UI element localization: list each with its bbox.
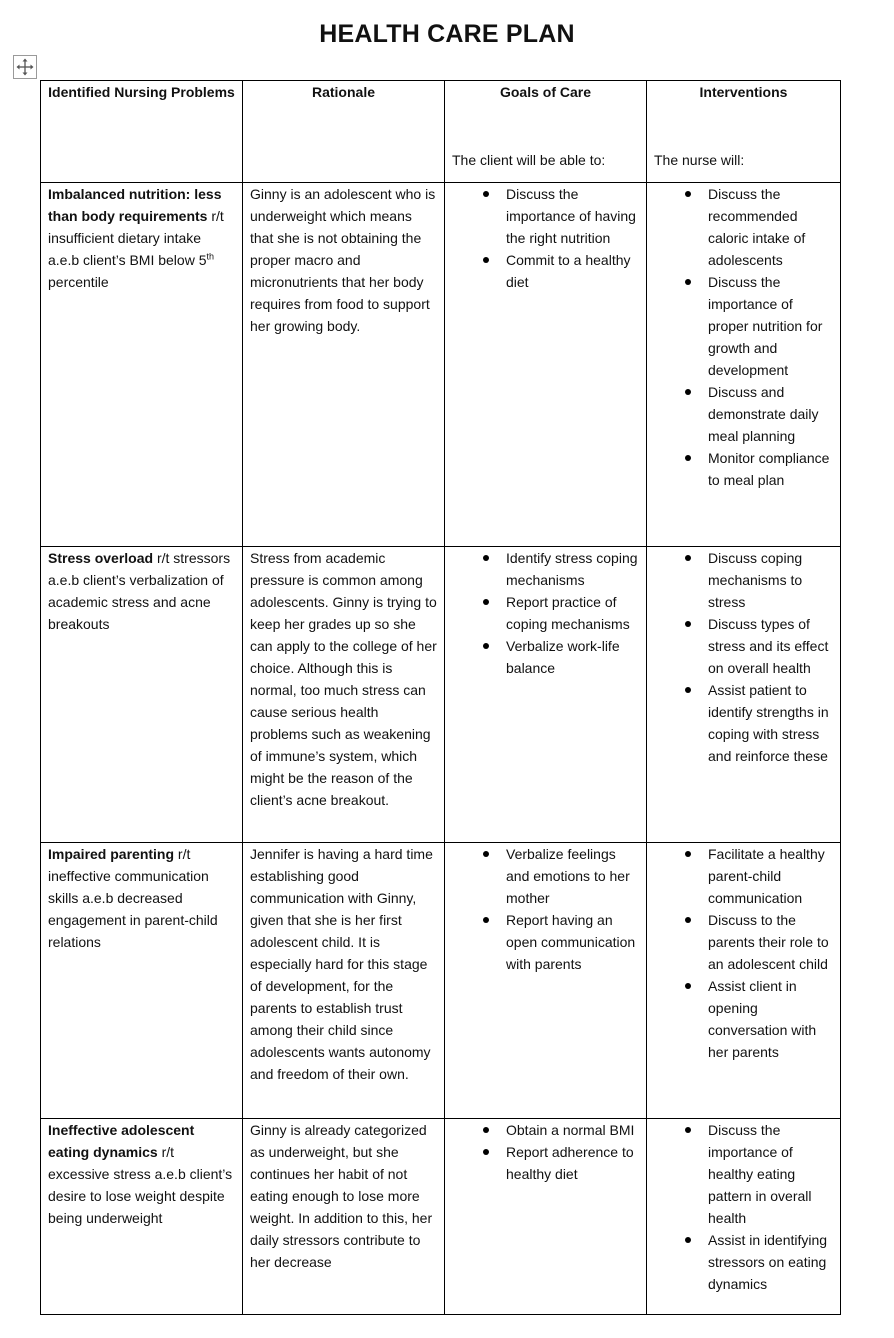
interventions-list: [654, 843, 833, 1063]
list-item: Discuss the recommended caloric intake of adolescents: [654, 183, 833, 271]
list-item: Verbalize feelings and emotions to her mother: [452, 843, 639, 909]
list-item: Report adherence to healthy diet: [452, 1141, 639, 1185]
table-move-handle[interactable]: [13, 55, 37, 79]
goals-cell: [445, 547, 647, 843]
care-plan-table: [40, 80, 841, 1315]
list-item: Discuss the importance of having the right nutrition: [452, 183, 639, 249]
interventions-cell: [647, 843, 841, 1119]
list-item: Obtain a normal BMI: [452, 1119, 639, 1141]
rationale-cell: [243, 1119, 445, 1315]
goals-list: [452, 1119, 639, 1185]
header-goals-subtitle: The client will be able to:: [452, 152, 606, 168]
interventions-list: [654, 547, 833, 767]
goals-cell: [445, 843, 647, 1119]
header-problems: [41, 81, 243, 183]
list-item: Identify stress coping mechanisms: [452, 547, 639, 591]
goals-list: [452, 843, 639, 975]
list-item: Discuss coping mechanisms to stress: [654, 547, 833, 613]
interventions-cell: [647, 547, 841, 843]
rationale-text: Ginny is already categorized as underweight, but she continues her habit of not eating enough to lose more weight. In addition to this, her daily stressors contribute to her decrease: [250, 1122, 433, 1270]
rationale-text: Jennifer is having a hard time establishing good communication with Ginny, given that she is her first adolescent child. It is especially hard for this stage of development, for the parents to establish trust among their child since adolescents wants autonomy and freedom of their own.: [250, 846, 433, 1082]
rationale-cell: [243, 183, 445, 547]
interventions-list: [654, 1119, 833, 1295]
list-item: Discuss the importance of proper nutrition for growth and development: [654, 271, 833, 381]
table-header-row: [41, 81, 841, 183]
table-row: [41, 843, 841, 1119]
problem-title: Ineffective adolescent eating dynamics: [48, 1122, 195, 1160]
problem-title: Imbalanced nutrition: less than body requirements: [48, 186, 222, 224]
goals-cell: [445, 183, 647, 547]
list-item: Discuss and demonstrate daily meal planning: [654, 381, 833, 447]
list-item: Facilitate a healthy parent-child communication: [654, 843, 833, 909]
list-item: Assist patient to identify strengths in coping with stress and reinforce these: [654, 679, 833, 767]
problem-cell: [41, 547, 243, 843]
list-item: Assist client in opening conversation with her parents: [654, 975, 833, 1063]
header-rationale: [243, 81, 445, 183]
rationale-text: Ginny is an adolescent who is underweight which means that she is not obtaining the proper macro and micronutrients that her body requires from food to support her growing body.: [250, 186, 436, 334]
header-rationale-label: Rationale: [311, 84, 375, 100]
problem-cell: [41, 1119, 243, 1315]
list-item: Monitor compliance to meal plan: [654, 447, 833, 491]
rationale-cell: [243, 547, 445, 843]
list-item: Discuss to the parents their role to an adolescent child: [654, 909, 833, 975]
goals-cell: [445, 1119, 647, 1315]
document-title: HEALTH CARE PLAN: [319, 20, 575, 48]
header-interventions: [647, 81, 841, 183]
problem-description-end: percentile: [48, 274, 109, 290]
rationale-cell: [243, 843, 445, 1119]
list-item: Report having an open communication with parents: [452, 909, 639, 975]
interventions-cell: [647, 1119, 841, 1315]
rationale-text: Stress from academic pressure is common among adolescents. Ginny is trying to keep her grades up so she can apply to the college of her choice. Although this is normal, too much stress can cause serious health problems such as weakening of immune’s system, which might be the reason of the client’s acne breakout.: [250, 550, 437, 808]
problem-cell: [41, 183, 243, 547]
interventions-list: [654, 183, 833, 491]
header-goals: [445, 81, 647, 183]
move-arrows-icon: [16, 58, 34, 76]
list-item: Discuss the importance of healthy eating pattern in overall health: [654, 1119, 833, 1229]
list-item: Report practice of coping mechanisms: [452, 591, 639, 635]
table-row: [41, 183, 841, 547]
table-row: [41, 547, 841, 843]
problem-description: r/t excessive stress a.e.b client’s desire to lose weight despite being underweight: [48, 1144, 233, 1226]
table-row: [41, 1119, 841, 1315]
header-interventions-label: Interventions: [699, 84, 788, 100]
header-interventions-subtitle: The nurse will:: [654, 152, 745, 168]
header-problems-label: Identified Nursing Problems: [48, 84, 235, 100]
goals-list: [452, 547, 639, 679]
problem-title: Stress overload: [48, 550, 154, 566]
header-goals-label: Goals of Care: [499, 84, 592, 100]
problem-title: Impaired parenting: [48, 846, 175, 862]
interventions-cell: [647, 183, 841, 547]
list-item: Verbalize work-life balance: [452, 635, 639, 679]
list-item: Commit to a healthy diet: [452, 249, 639, 293]
goals-list: [452, 183, 639, 293]
problem-description: r/t stressors a.e.b client’s verbalization of academic stress and acne breakouts: [48, 550, 231, 632]
problem-cell: [41, 843, 243, 1119]
problem-description: r/t ineffective communication skills a.e.b decreased engagement in parent-child relations: [48, 846, 218, 950]
list-item: Discuss types of stress and its effect on overall health: [654, 613, 833, 679]
list-item: Assist in identifying stressors on eating dynamics: [654, 1229, 833, 1295]
ordinal-superscript: th: [206, 251, 215, 262]
problem-description: r/t insufficient dietary intake a.e.b client’s BMI below 5: [48, 208, 224, 268]
